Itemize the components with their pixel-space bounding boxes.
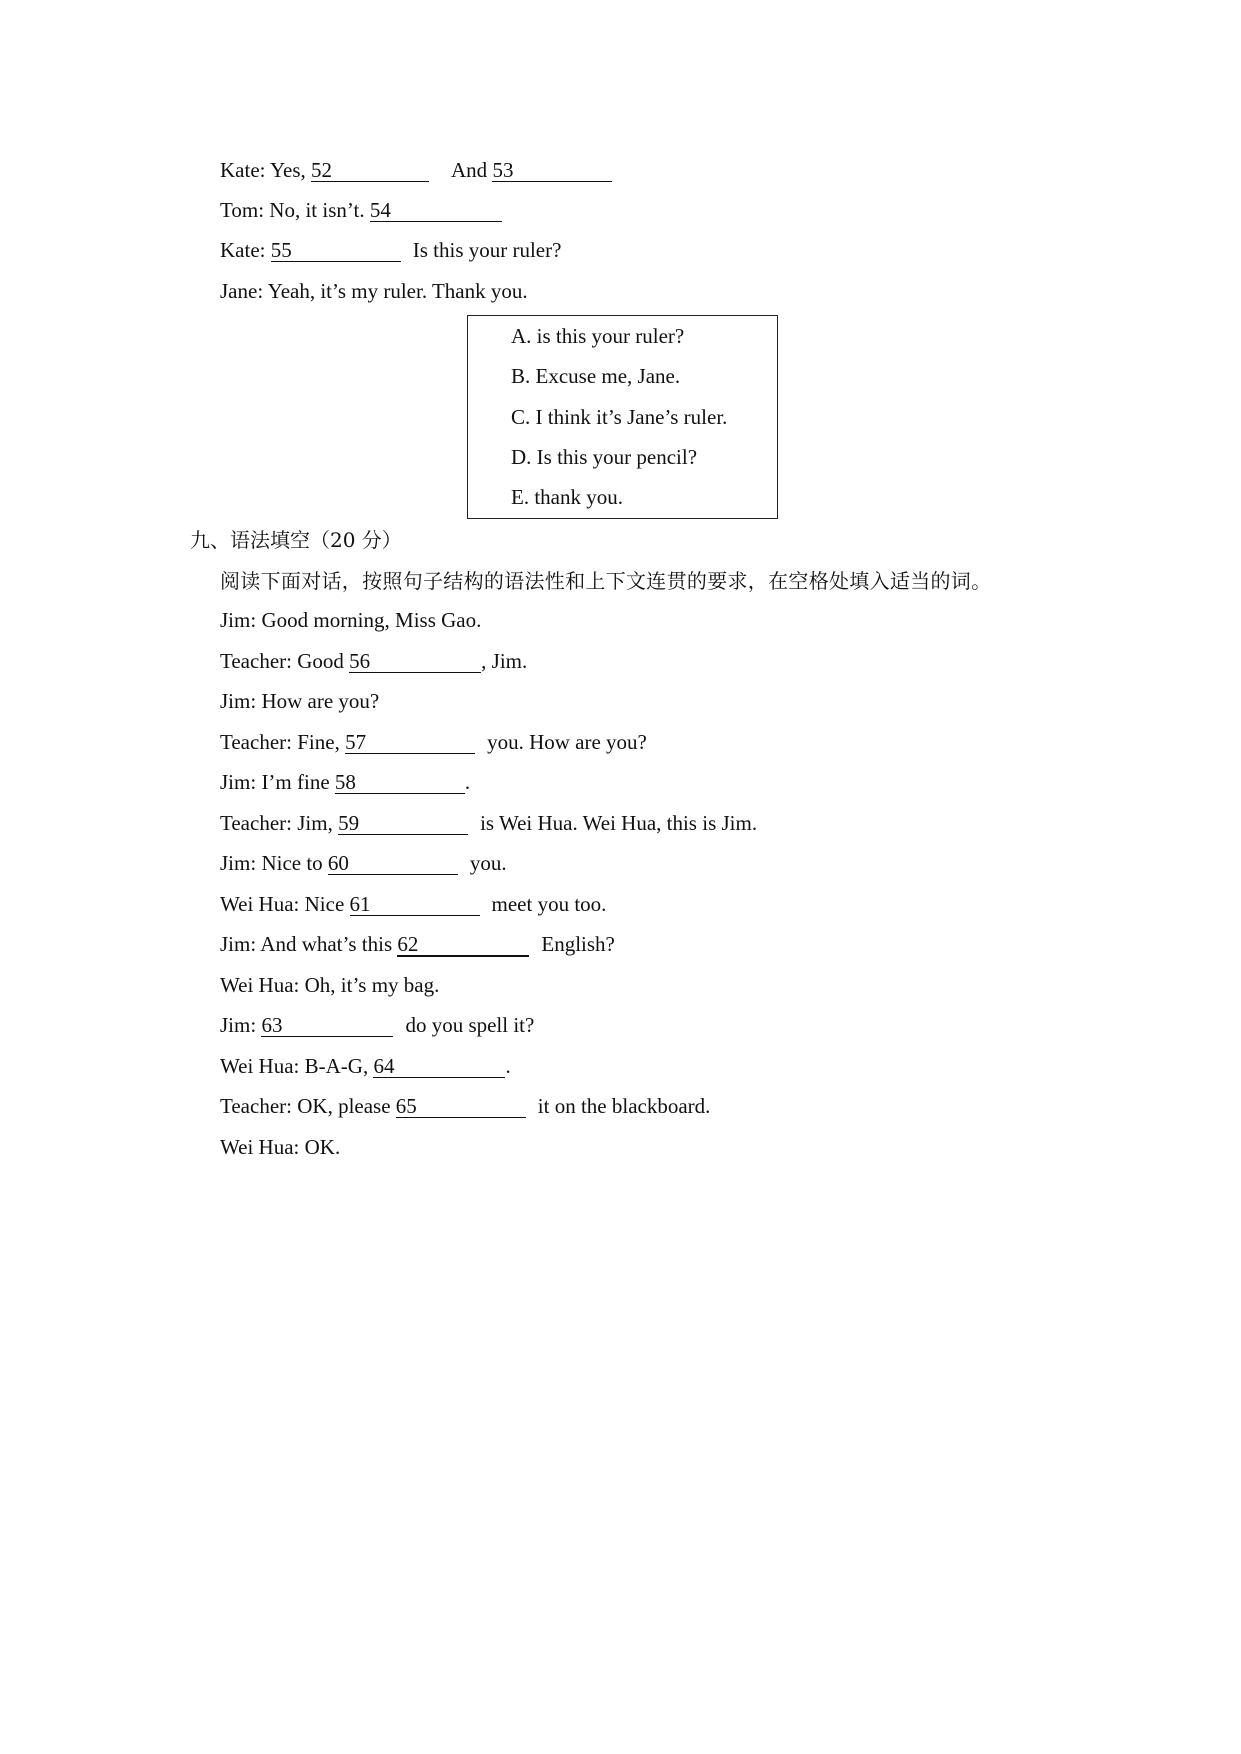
line-text: it on the blackboard.: [537, 1094, 711, 1118]
line-text: , Jim.: [481, 649, 528, 673]
dialogue2-line: [220, 1133, 340, 1161]
section-instruction: 阅读下面对话，按照句子结构的语法性和上下文连贯的要求，在空格处填入适当的词。: [220, 569, 992, 593]
option-d: D. Is this your pencil?: [511, 445, 698, 469]
blank-number: 59: [338, 811, 360, 835]
speaker: Jane:: [220, 279, 264, 303]
dialogue1-line-2: [220, 196, 502, 224]
answer-blank-58[interactable]: [335, 771, 465, 794]
speaker: Jim:: [220, 770, 257, 794]
line-text: How are you?: [256, 689, 380, 713]
line-text: .: [505, 1054, 511, 1078]
answer-blank-60[interactable]: [328, 852, 458, 875]
line-text: Good: [291, 649, 350, 673]
option-b: B. Excuse me, Jane.: [511, 364, 681, 388]
blank-number: 52: [311, 158, 333, 182]
line-text: Yes,: [265, 158, 312, 182]
line-text: Fine,: [291, 730, 346, 754]
blank-number: 63: [261, 1013, 283, 1037]
dialogue2-line: [220, 1011, 534, 1039]
line-text: English?: [541, 932, 615, 956]
blank-number: 65: [395, 1094, 417, 1118]
speaker: Teacher:: [220, 649, 292, 673]
line-text: Oh, it’s my bag.: [299, 973, 440, 997]
answer-blank-52[interactable]: [311, 159, 429, 182]
options-box: [467, 315, 778, 519]
speaker: Kate:: [220, 158, 266, 182]
blank-number: 56: [349, 649, 371, 673]
answer-blank-59[interactable]: [338, 812, 468, 835]
blank-number: 55: [270, 238, 292, 262]
answer-blank-61[interactable]: [350, 893, 480, 916]
speaker: Tom:: [220, 198, 265, 222]
blank-number: 58: [334, 770, 356, 794]
speaker: Jim:: [220, 1013, 257, 1037]
answer-blank-57[interactable]: [345, 731, 475, 754]
speaker: Jim:: [220, 689, 257, 713]
blank-number: 54: [369, 198, 391, 222]
blank-number: 62: [397, 932, 419, 956]
dialogue2-line: [220, 728, 647, 756]
dialogue2-line: [220, 606, 481, 634]
answer-blank-53[interactable]: [492, 159, 612, 182]
speaker: Jim:: [220, 608, 257, 632]
line-text: you.: [469, 851, 507, 875]
line-text: And what’s this: [256, 932, 398, 956]
line-text: Is this your ruler?: [412, 238, 562, 262]
blank-number: 57: [345, 730, 367, 754]
dialogue2-line: [220, 687, 379, 715]
speaker: Wei Hua:: [220, 1054, 300, 1078]
answer-blank-62[interactable]: [397, 933, 529, 957]
dialogue1-line-3: [220, 236, 561, 264]
answer-blank-54[interactable]: [370, 199, 502, 222]
option-e: E. thank you.: [511, 485, 623, 509]
dialogue2-line: [220, 1052, 511, 1080]
answer-blank-64[interactable]: [373, 1055, 505, 1078]
speaker: Wei Hua:: [220, 973, 300, 997]
line-text: Yeah, it’s my ruler. Thank you.: [263, 279, 528, 303]
dialogue2-line: [220, 890, 606, 918]
dialogue2-line: [220, 647, 527, 675]
line-text: Nice to: [256, 851, 328, 875]
line-text: is Wei Hua. Wei Hua, this is Jim.: [480, 811, 758, 835]
dialogue1-line-4: [220, 277, 528, 305]
blank-number: 53: [492, 158, 514, 182]
answer-blank-56[interactable]: [349, 650, 481, 673]
line-text: do you spell it?: [405, 1013, 535, 1037]
section-title: 九、语法填空（20 分）: [190, 528, 402, 552]
dialogue2-line: [220, 809, 757, 837]
line-text: And: [451, 158, 493, 182]
line-text: Jim,: [291, 811, 339, 835]
answer-blank-65[interactable]: [396, 1095, 526, 1118]
line-text: Nice: [299, 892, 350, 916]
blank-number: 61: [349, 892, 371, 916]
line-text: B-A-G,: [299, 1054, 374, 1078]
blank-number: 64: [373, 1054, 395, 1078]
speaker: Wei Hua:: [220, 892, 300, 916]
line-text: OK, please: [291, 1094, 396, 1118]
answer-blank-63[interactable]: [261, 1014, 393, 1037]
answer-blank-55[interactable]: [271, 239, 401, 262]
dialogue2-line: [220, 849, 507, 877]
speaker: Teacher:: [220, 1094, 292, 1118]
speaker: Jim:: [220, 851, 257, 875]
dialogue2-line: [220, 1092, 710, 1120]
line-text: I’m fine: [256, 770, 335, 794]
speaker: Kate:: [220, 238, 266, 262]
speaker: Teacher:: [220, 811, 292, 835]
line-text: .: [464, 770, 471, 794]
dialogue2-line: [220, 971, 439, 999]
dialogue1-line-1: [220, 156, 612, 184]
dialogue2-line: [220, 768, 470, 796]
line-text: Good morning, Miss Gao.: [256, 608, 482, 632]
blank-number: 60: [327, 851, 349, 875]
line-text: you. How are you?: [487, 730, 647, 754]
option-c: C. I think it’s Jane’s ruler.: [511, 405, 728, 429]
line-text: No, it isn’t.: [264, 198, 370, 222]
dialogue2-line: [220, 930, 615, 958]
speaker: Jim:: [220, 932, 257, 956]
speaker: Wei Hua:: [220, 1135, 300, 1159]
speaker: Teacher:: [220, 730, 292, 754]
line-text: meet you too.: [491, 892, 607, 916]
line-text: OK.: [299, 1135, 341, 1159]
option-a: A. is this your ruler?: [511, 324, 685, 348]
